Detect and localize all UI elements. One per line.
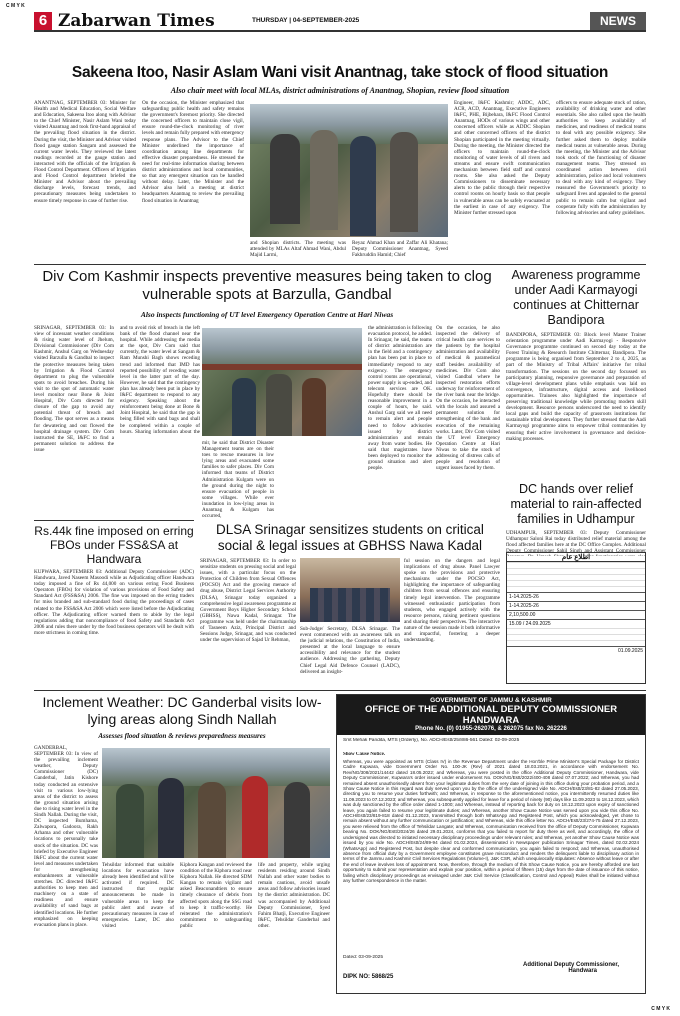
story4-body: UDHAMPUR, SEPTEMBER 03: Deputy Commissioner Udhampur Saloni Rai today distributed relief material among the flood affected families here at the DC Office Complex. Additional Deputy Commissioner Sahil Singh and Assistant Commissioner <box>506 530 646 555</box>
story3-body: BANDIPORA, SEPTEMBER 03: Block level Master Trainer orientation programme under Aadi Karmayogi - Responsive Governance programme continued on second day today at the Forest Training & Research Institute Chitternar, Bandipora. The programme is being organised from September 2 to 4, 2025, as part of the Ministry of Tribal Affairs' initiative for tribal transformation. The sessions on the second day focussed on participatory planning, responsive governance and preparation of village-level development plans while emphasis was laid on convergence, infrastructure, digital access and livelihood opportunities. Trainees also highlighted the importance of preserving traditional knowledge while promoting modern skill development. Resource persons underscored the need to identify local gaps and build the capacity of grassroots institutions for sustainable tribal development. They further stressed that the Aadi Karmayogi programme aims to empower tribal communities by ensuring their active involvement in governance and decision-making processes. <box>506 332 646 442</box>
urdu-ad-footer: 01.09.2025 <box>507 646 645 655</box>
urdu-ad-row-4: 15.09 / 24.09.2025 <box>507 619 645 628</box>
urdu-ad-title: اطلاعِ عام <box>507 553 645 562</box>
story1-col2-end: and Shopian districts. The meeting was attended by MLAs Altaf Ahmad Wani, Abdul Majid Larmi, <box>250 240 346 259</box>
story2-headline: Div Com Kashmir inspects preventive measures being taken to clog vulnerable spots at Barzulla, Gandbal <box>42 268 492 303</box>
story3-headline: Awareness programme under Aadi Karmayogi continues at Chitternar Bandipora <box>511 268 641 327</box>
dateline: THURSDAY | 04-SEPTEMBER-2025 <box>252 17 360 24</box>
cmyk-marks-bottom: C M Y K <box>651 1006 670 1012</box>
notice-to: Smt Mehak Pandita, MTS (Orderly), No. ADCH/Estt/25/886-561 Dated: 02-09-2025 <box>343 738 520 743</box>
notice-title: Show Cause Notice. <box>343 752 386 757</box>
story2-col3: mir, he said that District Disaster Management teams are on their toes to rescue measures in low lying areas and evacuated some families to safer places. Div Com informed that teams of District Administration Kulgam were on the ground during the night to ensure evacuation of people in some villages. While ever inundation in low-lying areas in Anantnag & Kulgam has occurred, <box>202 440 274 518</box>
notice-body: Whereas, you were appointed as MTS (Class IV) in the Revenue Department under the Hon'ble Prime Minister's Special Package for District Cadre Kupwara, vide Government Order No. 100-JK (Rev) of 2021 dated 18.03.2021, in accordance with endorsement No. Rev/NG/308/2021/14442 dated 18.05.2022; and Whereas, you were posted in the office Additional Deputy Commissioner, Handwara, vide Deputy Commissioner, Kupwara's order issued under endorsement No. DOK/NG/Estt/2022/400-408 dated 07.07.2022; and Whereas, you had remained absent unauthorisedly absent from your legitimate duties from the very date of joining in this office during your probation period, and a Show Cause Notice in this regard was duly served upon you by the office of the undersigned vide No. ADCH/Estt/23/81-82 dated 27.05.2023, directing you to resume your duties forthwith; and Whereas, in response to the aforementioned notice, you intermittently resumed duties like 11.09.2023 to 07.12.2023; and Whereas, you subsequently applied for leave for a period of ninety (90) days like 11.09.2023 to 18.12.2023, which was duly sanctioned by the office order dated 1-1000; and Whereas, instead of reporting back for duty on 18.12.2023 upon expiry of sanctioned leave, you again failed to resume your legitimate duties; and Whereas, another Show Cause Notice was served upon you vide this office No. ADCH/Estt/23/819-818 dated 01.12.2023, transmitted through both WhatsApp and Registered Post, which you acknowledged, yet chose to remain absent without any further communication or justification; and Whereas, vide this office letter No. ADCH/Estt/23/274-75 dated 27.12.2023, you were relieved from the office of Tehsildar Langate; and Whereas, communication received from the office of Deputy Commissioner, Kupwara bearing No. DOK/NG/Estt/2024/26 dated 29.01.2024, conforms that you failed to report for duty there as well, and accordingly, the office of undersigned was directed to initiated necessary disciplinary proceedings under relevant rules; and Whereas, yet another Show Cause Notice was issued by you vide No. ADCH/Estt/24/89-94 dated 01.02.2024, disseminated in Newspaper publication Srinagar Times, dated 02.02.2024 (WhatsApp) and Registered Post, but despite clear and conformed communication, you again failed to respond; and Whereas, unauthorised absence from official duty by a Government employee constitutes grave misconduct and renders the delinquent liable to disciplinary action in terms of the Jammu and Kashmir Civil Services Regulations (Volume-I), J&K CSR, which unequivocally stipulates: Absence without leave or after the end of leave involves loss of appointment. Now, therefore, through the medium of this Show Cause Notice, you are hereby afforded one last opportunity to submit your representation and explain your position, within a period of fifteen (15) days from the date of issuance of this notice, failing which disciplinary proceedings as envisaged under J&K Civil Service (Classification, Control and Appeal) Rules shall be initiated without any further correspondence in the matter. <box>343 759 639 883</box>
story7-headline: Inclement Weather: DC Ganderbal visits low-lying areas along Sindh Nallah <box>42 694 322 727</box>
story3-box <box>506 268 646 478</box>
story7-col4: life and property, while urging residents residing around Sindh Nallah and other water bodies to remain cautious, avoid unsafe areas and follow advisories issued by the district administration. DC was accompanied by Additional Deputy Commissioner, Syed Fahim Bhatji, Executive Engineer I&FC, Tehsildar Ganderbal and other. <box>258 862 330 929</box>
story1-subhead: Also chair meet with local MLAs, district administrations of Anantnag, Shopian, review flood situation <box>170 86 510 95</box>
story2-col3b <box>278 440 362 518</box>
story7-col1: GANDERBAL, SEPTEMBER 03: In view of the prevailing inclement weather, Deputy Commissioner (DC) Ganderbal, Jatin Kishore today conducted an extensive visit to various low-lying areas of the district to assess the ground situation arising due to rising water level in the Sindh Nallah. During the visit, DC inspected Bumhama, Zalwapora, Gadoora, Rakh Arhama and other vulnerable locations to personally take stock of the situation. DC was briefed by Executive Engineer I&FC about the current water level and measures undertaken for strengthening embankments at vulnerable stretches. DC directed I&FC authorities to keep men and machinery on a state of readiness and ensure availability of sand bags at identified locations. He further emphasized on keeping evacuation plans in place. <box>34 745 98 928</box>
cmyk-marks-top: C M Y K <box>6 3 25 9</box>
story4-box <box>506 482 646 555</box>
story2-subhead: Also inspects functioning of UT level Emergency Operation Centre at Hari Niwas <box>140 310 394 319</box>
story6-col1: SRINAGAR, SEPTEMBER 03: In order to sensitize students on pressing social and legal issues, with a particular focus on the Protection of Children from Sexual Offences (POCSO) Act and the growing menace of drug abuse, District Legal Services Authority (DLSA), Srinagar today organized a comprehensive legal awareness programme at Government Boys Higher Secondary School (GBHSS), Nawa Kadal, Srinagar. The programme was held under the chairmanship of Tasneem Aziz, Principal District and Sessions Judge, Srinagar, and was conducted under the supervision of Sajad Ur Rehman, <box>200 558 296 644</box>
story1-col5: officers to ensure adequate stock of ration, availability of drinking water and other essentials. She also called upon the health authorities to keep availability of medicines, and readiness of medical teams to deal with any possible exigency. She further asked them to deploy mobile medical teams at vulnerable areas. During the meeting, the Minister and the Advisor took stock of the functioning of disaster management teams. They stressed on coordinated action between civil administration, police and local volunteers to deal with any kind of exigency. They reassured the Government's priority to safeguard lives and appealed to the general public to remain calm but vigilant and cooperate fully with the administration by following advisories and safety guidelines. <box>556 100 646 216</box>
urdu-ad-row-2: 1-14.2025-26 <box>507 601 645 610</box>
story1-col1: ANANTNAG, SEPTEMBER 03: Minister for Health and Medical Education, Social Welfare and Education, Sakeena Itoo along with Advisor to the Chief Minister, Nasir Aslam Wani today visited Anantnag and took first-hand appraisal of the prevailing flood situation in the district. During the visit, the Minister and Advisor visited flood gauge station Sangam and assessed the current water levels. They reviewed the latest readings recorded at the gauge station and interacted with the officials of the Irrigation & Flood Control Department. Officers of Irrigation and Flood Control department briefed the Minister and Advisor about the prevailing discharge levels, forecast trends, and precautionary measures being undertaken to ensure timely response in case of further rise. <box>34 100 136 204</box>
urdu-ad-row-3: 2,10,500.00 <box>507 610 645 619</box>
story6-headline: DLSA Srinagar sensitizes students on critical social & legal issues at GBHSS Nawa Kadal <box>216 522 484 553</box>
story1-photo <box>250 104 448 237</box>
story4-headline: DC hands over relief material to rain-affected families in Udhampur <box>510 482 642 526</box>
story6-col3: ful session on the dangers and legal implications of drug abuse. Panel Lawyer spoke on the provisions and protective mechanisms under the POCSO Act, highlighting the importance of safeguarding children from sexual offences and ensuring timely legal intervention. The programme witnessed enthusiastic participation from students, who engaged actively with the resource persons, raising pertinent questions and sharing their perspectives. The interactive nature of the session made it both informative and impactful, fostering a deeper understanding. <box>404 558 500 644</box>
notice-signatory: Additional Deputy Commissioner, <box>522 962 619 968</box>
story7-subhead: Assesses flood situation & reviews preparedness measures <box>98 732 266 740</box>
story2-col2: and to avoid risk of breach in the left bank of the flood channel near the hospital. While addressing the media at the spot, Div Com said that currently, the water level at Sangam & Ram Munshi Bagh shows receding trend and informed that IMD has reported possibility of receding water level in the latter part of the day. However, he said that the contingency plan has already been put in place by I&FC department to respond to any exigency. Speaking about the reinforcement being done at Bone & Joint Hospital, he said that the gap is being filled with sand bags and shall be completed within a couple of hours. Sharing information about the <box>120 325 200 435</box>
notice-dated: Dated: 03-09-2025 <box>343 955 384 960</box>
masthead <box>34 10 646 32</box>
notice-dipk: DIPK NO: 5868/25 <box>343 974 394 980</box>
story5-box <box>34 520 194 690</box>
urdu-ad <box>506 552 646 684</box>
gov-label: GOVERNMENT OF JAMMU & KASHMIR <box>430 697 552 704</box>
notice-signatory-place: Handwara <box>568 968 597 974</box>
paper-name: Zabarwan Times <box>58 11 215 31</box>
story2-col4: the administration is following evacuation protocol, he added. In Srinagar, he said, the teams of district administration are in the field and a contingency plan has been put in place to immediately respond to any exigency. The emergency control rooms are operational, power supply is up-ended, and telecom services are OK. Hopefully there should be reasonable improvement in a couple of hours, he said. Anshul Garg said we all need to remain alert and people need to follow advisories issued by district administration and remain away from water bodies. He said that magistrates have been deployed to monitor the ground situation and alert people. <box>368 325 432 472</box>
story5-body: KUPWARA, SEPTEMBER 03: Additional Deputy Commissioner (ADC) Handwara, Javed Naseem Masoodi while as Adjudicating officer Handwara today imposed a fine of Rs 44,000 on various erring Food Business Operators (FBOs) for violation of various provisions of Food Safety and Standard Act (FSS&SA) 2006. The fine was imposed on the erring traders for miss branded and sub-standard food during the proceedings of cases related to the FSS&SA Act 2006 which were listed before the Adjudicating officer. The Adjudicating officer warned them to abide by the legal regulations adding that noncompliance of food Safety and Standards Act 2006 and rules there under by the food business operators will be dealt with more strictness in coming time. <box>34 569 194 636</box>
office-title: OFFICE OF THE ADDITIONAL DEPUTY COMMISSIONER HANDWARA <box>364 704 618 726</box>
story2-col1: SRINAGAR, SEPTEMBER 03: In view of incessant weather conditions & rising water level of Jhelum, Divisional Commissioner (Div Com Kashmir, Anshul Garg on Wednesday visited Barzulla & Gandbal to inspect the protective measures being taken by Irrigation & Flood Control department to plug the vulnerable spots to avoid breaches. During his visit to the spot of automatic water level monitor near Bone & Joint Hospital, Div Com directed for closure of the gap to avoid any potential threat of breach and flooding. The spot serves as a means for dewatering and out flowed the hospital drainage system. Div Com instructed the SE, I&FC to find a permanent solution to address the issue <box>34 325 114 453</box>
story7-photo <box>102 748 330 858</box>
story1-headline: Sakeena Itoo, Nasir Aslam Wani visit Anantnag, take stock of flood situation <box>71 64 609 81</box>
story6-photo <box>300 558 400 622</box>
gov-notice-header <box>337 695 645 735</box>
story1-col4: Engineer, I&FC Kashmir; ADDC, ADC, ACR, ACD, Anantnag, Executive Engineers I&FC, PHE, Bijbehara, I&FC Flood Control Anantnag, HODs of various wings and other concerned officers while as ADDC Shopian and other concerned officers of the district Shopian participated in the meeting virtually. During the meeting, the Minister directed the officers to maintain round-the-clock monitoring of water levels of all rivers and streams and ensure swift communication mechanism between field staff and control rooms. She also asked the Deputy Commissioners to disseminate necessary alerts to the public through their respective control rooms on hourly basis so that people in vulnerable areas can be safely evacuated at the earliest in case of any exigency. The Minister further stressed upon <box>454 100 550 216</box>
page-number: 6 <box>34 12 52 30</box>
section-tag: NEWS <box>590 12 646 30</box>
office-phone: Phone No. (0) 01955-262076, & 262075 fax No. 262226 <box>415 726 567 732</box>
gov-notice <box>336 694 646 994</box>
story2-photo <box>202 328 362 436</box>
urdu-ad-row-1: 1-14.2025-26 <box>507 592 645 601</box>
story1-col3-end: Reyaz Ahmad Khan and Zaffar Ali Khatana; Deputy Commissioner Anantnag, Syeed Fakhruddin Hamid; Chief <box>352 240 448 259</box>
story6-col2: Sub-Judge/ Secretary, DLSA Srinagar. The event commenced with an awareness talk on the judicial relations, the Constitution of India, presented at the local language to ensure accessibility and relevance for the student audience. Addressing the gathering, Deputy Chief Legal Aid Defence Counsel (LADC), delivered an insight- <box>300 626 400 675</box>
story1-col2: On the occasion, the Minister emphasized that safeguarding public health and safety remains the government's foremost priority. She directed the concerned officers to maintain close vigil, ensure round-the-clock monitoring of river levels and remain fully prepared with emergency response plans. The Advisor to the Chief Minister underlined the importance of coordination among line departments for effective disaster preparedness. He stressed the need for real-time information sharing between district administrations and local communities, so that any emergent situation can be handled without delay. Later, the Minister and the Advisor also held a meeting at district headquarters Anantnag to review the prevailing flood situation in Anantnag <box>142 100 244 204</box>
divider <box>34 264 646 265</box>
divider <box>34 690 646 691</box>
story7-col3: Kiphora Kangan and reviewed the condition of the Kiphora road near Kiphora Nallah. He directed SDM Kangan to remain vigilant and asked Beaconandtiers to ensure timely clearance of debris from affected spots along the SSG road to keep it traffic-worthy. He reiterated the administration's commitment to safeguarding public <box>180 862 252 929</box>
story2-col5: On the occasion, he also inspected the delivery of critical health care services to the patients by the hospital administration and availability of medical & paramedical staff besides availability of medicines. Div Com also visited Gandbal where he inspected restoration efforts underway for reinforcement of the river bank near the bridge. On the occasion, he interacted with the locals and assured a permanent solution for strengthening of the bank and execution of the remaining works. Later, Div Com visited the UT level Emergency Operation Centre at Hari Niwas to take the stock of addressing of distress calls of people and resolution of urgent issues faced by them. <box>436 325 500 472</box>
story7-col2: Tehsildar informed that suitable locations for evacuation have already been identified and will be activated if required. DC instructed that regular announcements be made in vulnerable areas to keep the public alert and aware of precautionary measures in case of emergencies. Later, DC also visited <box>102 862 174 929</box>
story5-headline: Rs.44k fine imposed on erring FBOs under FSS&SA at Handwara <box>34 524 194 566</box>
